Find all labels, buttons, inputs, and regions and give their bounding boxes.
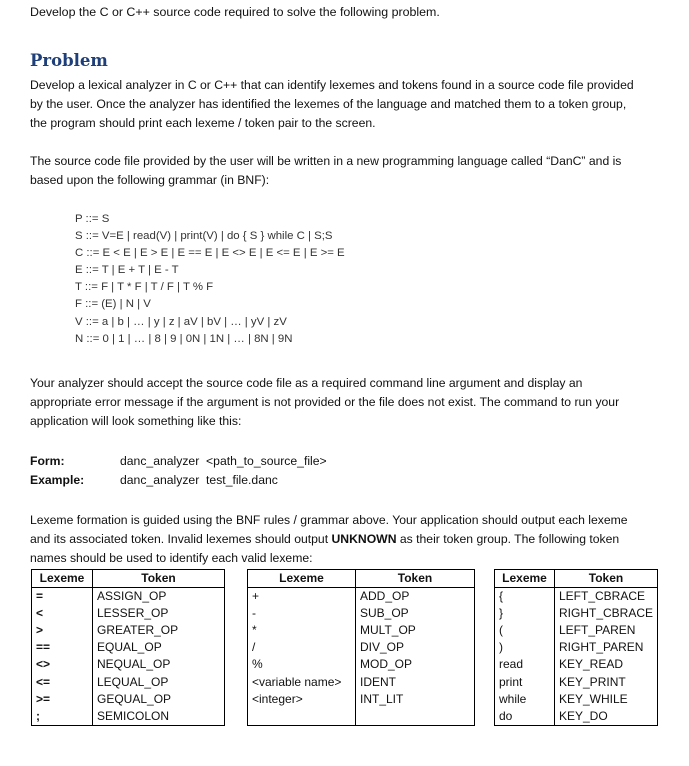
table-row [495, 708, 658, 726]
form-label: Form: [30, 454, 65, 468]
token-header: Token [555, 570, 658, 588]
table-row [248, 674, 475, 691]
table-row [32, 588, 225, 606]
lexeme-cell: print [495, 674, 555, 691]
table-row [495, 691, 658, 708]
token-cell: RIGHT_CBRACE [555, 605, 658, 622]
lexeme-cell [248, 708, 356, 726]
lexeme-cell: { [495, 588, 555, 606]
lexeme-cell: < [32, 605, 93, 622]
lexeme-cell: = [32, 588, 93, 606]
table-row [32, 605, 225, 622]
analyzer-line: appropriate error message if the argument is not provided or the file does not exist. The command to run your [30, 395, 620, 409]
table-row [248, 708, 475, 726]
table-row [32, 622, 225, 639]
grammar-rule: T ::= F | T * F | T / F | T % F [75, 281, 214, 294]
table-row [248, 588, 475, 606]
token-cell: LEFT_PAREN [555, 622, 658, 639]
token-cell: NEQUAL_OP [93, 656, 225, 673]
table-row [32, 708, 225, 726]
table-row [248, 656, 475, 673]
lexeme-cell: / [248, 639, 356, 656]
lexeme-cell: read [495, 656, 555, 673]
token-header: Token [93, 570, 225, 588]
lexeme-cell: - [248, 605, 356, 622]
lexeme-cell: <> [32, 656, 93, 673]
token-table-operators [31, 569, 225, 726]
token-cell: LEFT_CBRACE [555, 588, 658, 606]
lexeme-cell: } [495, 605, 555, 622]
example-label: Example: [30, 473, 85, 487]
lexeme-cell: do [495, 708, 555, 726]
grammar-rule: E ::= T | E + T | E - T [75, 264, 179, 277]
lexeme-header: Lexeme [248, 570, 356, 588]
description-line: by the user. Once the analyzer has identified the lexemes of the language and matched them to a token group, [30, 97, 627, 111]
lexeme-cell: ( [495, 622, 555, 639]
problem-description [30, 76, 660, 133]
table-row [495, 605, 658, 622]
token-table-keywords [494, 569, 658, 726]
lexeme-line-text: and its associated token. Invalid lexemes should output [30, 532, 332, 546]
form-command: danc_analyzer <path_to_source_file> [120, 454, 327, 468]
token-cell: ASSIGN_OP [93, 588, 225, 606]
table-row [248, 691, 475, 708]
token-cell: RIGHT_PAREN [555, 639, 658, 656]
token-cell: SEMICOLON [93, 708, 225, 726]
lexeme-line: Lexeme formation is guided using the BNF rules / grammar above. Your application should output each lexeme [30, 513, 628, 527]
lexeme-cell: >= [32, 691, 93, 708]
analyzer-line: Your analyzer should accept the source code file as a required command line argument and display an [30, 376, 583, 390]
table-row [248, 622, 475, 639]
token-cell: GEQUAL_OP [93, 691, 225, 708]
lexeme-header: Lexeme [495, 570, 555, 588]
language-intro-line: The source code file provided by the user will be written in a new programming language called “DanC” and is [30, 154, 622, 168]
example-command: danc_analyzer test_file.danc [120, 473, 278, 487]
token-cell: INT_LIT [356, 691, 475, 708]
analyzer-instructions [30, 374, 660, 431]
intro-text: Develop the C or C++ source code required to solve the following problem. [30, 5, 440, 19]
table-row [495, 622, 658, 639]
problem-heading: Problem [30, 51, 108, 70]
token-cell: DIV_OP [356, 639, 475, 656]
lexeme-cell: % [248, 656, 356, 673]
table-row [248, 639, 475, 656]
token-cell: KEY_READ [555, 656, 658, 673]
token-cell: MOD_OP [356, 656, 475, 673]
grammar-rule: S ::= V=E | read(V) | print(V) | do { S } while C | S;S [75, 230, 333, 243]
lexeme-cell: + [248, 588, 356, 606]
table-row [495, 656, 658, 673]
analyzer-line: application will look something like this: [30, 414, 242, 428]
token-cell: GREATER_OP [93, 622, 225, 639]
grammar-rule: F ::= (E) | N | V [75, 298, 151, 311]
token-cell: SUB_OP [356, 605, 475, 622]
token-header: Token [356, 570, 475, 588]
description-line: Develop a lexical analyzer in C or C++ that can identify lexemes and tokens found in a source code file provided [30, 78, 634, 92]
lexeme-cell: > [32, 622, 93, 639]
lexeme-cell: <= [32, 674, 93, 691]
lexeme-line: names should be used to identify each valid lexeme: [30, 551, 313, 565]
lexeme-cell: == [32, 639, 93, 656]
token-cell: KEY_PRINT [555, 674, 658, 691]
lexeme-line-text: as their token group. The following token [396, 532, 620, 546]
token-cell: EQUAL_OP [93, 639, 225, 656]
table-row [32, 691, 225, 708]
grammar-rule: P ::= S [75, 213, 110, 225]
language-intro-line: based upon the following grammar (in BNF): [30, 173, 270, 187]
unknown-keyword: UNKNOWN [331, 532, 397, 546]
lexeme-cell: ; [32, 708, 93, 726]
language-intro [30, 152, 660, 190]
token-cell: ADD_OP [356, 588, 475, 606]
token-cell: IDENT [356, 674, 475, 691]
table-row [495, 674, 658, 691]
lexeme-instructions [30, 511, 660, 568]
token-cell: MULT_OP [356, 622, 475, 639]
table-row [32, 656, 225, 673]
lexeme-header: Lexeme [32, 570, 93, 588]
token-cell: LESSER_OP [93, 605, 225, 622]
token-cell: KEY_DO [555, 708, 658, 726]
lexeme-cell: while [495, 691, 555, 708]
lexeme-cell: * [248, 622, 356, 639]
token-table-arithmetic [247, 569, 475, 726]
table-row [495, 639, 658, 656]
token-cell: KEY_WHILE [555, 691, 658, 708]
grammar-rule: V ::= a | b | … | y | z | aV | bV | … | yV | zV [75, 315, 287, 328]
token-cell: LEQUAL_OP [93, 674, 225, 691]
table-row [248, 605, 475, 622]
table-row [495, 588, 658, 606]
lexeme-cell: ) [495, 639, 555, 656]
table-row [32, 639, 225, 656]
grammar-rule: N ::= 0 | 1 | … | 8 | 9 | 0N | 1N | … | 8N | 9N [75, 332, 293, 345]
lexeme-cell: <variable name> [248, 674, 356, 691]
lexeme-line [30, 530, 660, 549]
token-cell [356, 708, 475, 726]
description-line: the program should print each lexeme / token pair to the screen. [30, 116, 376, 130]
table-row [32, 674, 225, 691]
bnf-grammar [75, 211, 345, 348]
grammar-rule: C ::= E < E | E > E | E == E | E <> E | E <= E | E >= E [75, 247, 345, 260]
lexeme-cell: <integer> [248, 691, 356, 708]
